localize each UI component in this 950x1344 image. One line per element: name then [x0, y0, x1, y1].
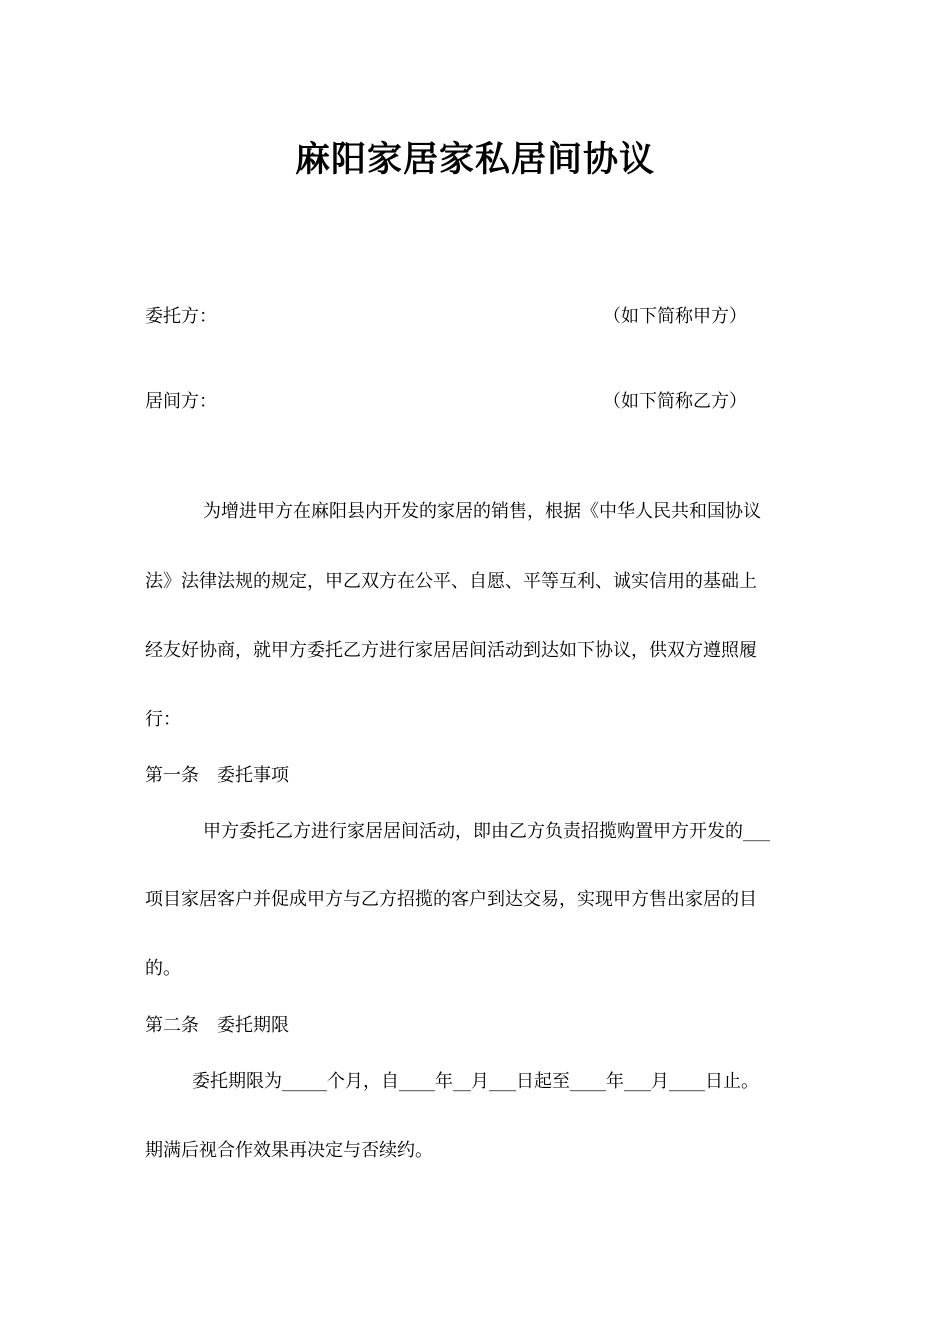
principal-note: （如下简称甲方）: [603, 306, 747, 327]
intro-line-2: 法》法律法规的规定，甲乙双方在公平、自愿、平等互利、诚实信用的基础上: [145, 571, 757, 592]
intro-line-1: 为增进甲方在麻阳县内开发的家居的销售，根据《中华人民共和国协议: [203, 501, 761, 522]
intro-line-4: 行：: [145, 709, 181, 730]
article2-heading: 第二条 委托期限: [145, 1015, 289, 1036]
document-title: 麻阳家居家私居间协议: [294, 139, 655, 180]
intermediary-note: （如下简称乙方）: [603, 391, 747, 412]
article1-heading: 第一条 委托事项: [145, 765, 289, 786]
article2-line-2: 期满后视合作效果再决定与否续约。: [145, 1140, 433, 1161]
article2-line-1: 委托期限为_____个月，自____年__月___日起至____年___月____日止。: [192, 1071, 759, 1092]
article1-line-1: 甲方委托乙方进行家居居间活动，即由乙方负责招揽购置甲方开发的___: [203, 821, 770, 842]
intermediary-label: 居间方：: [145, 391, 217, 412]
principal-label: 委托方：: [145, 306, 217, 327]
intro-line-3: 经友好协商，就甲方委托乙方进行家居居间活动到达如下协议，供双方遵照履: [145, 640, 757, 661]
article1-line-3: 的。: [145, 958, 181, 979]
article1-line-2: 项目家居客户并促成甲方与乙方招揽的客户到达交易，实现甲方售出家居的目: [145, 889, 757, 910]
